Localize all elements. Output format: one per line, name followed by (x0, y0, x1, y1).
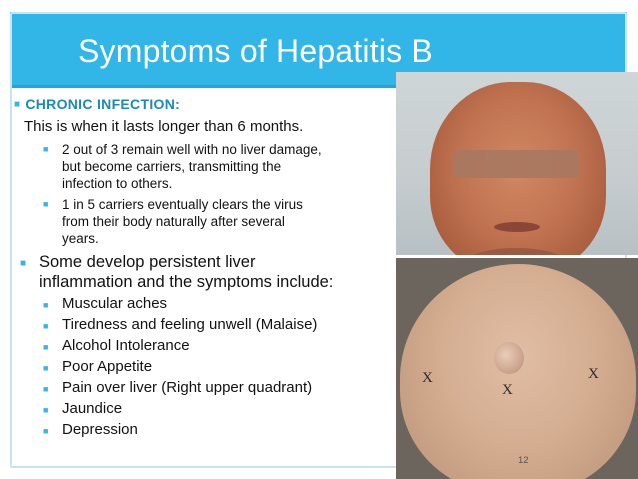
symptom-text: Depression (62, 421, 138, 438)
sub-point (43, 196, 303, 213)
sub-point-line: years. (62, 231, 99, 246)
symptom-item (43, 357, 153, 377)
sub-point-text: 1 in 5 carriers eventually clears the virus (62, 197, 303, 212)
main-point-text: Some develop persistent liver (39, 253, 256, 271)
intro-text: This is when it lasts longer than 6 months. (24, 118, 304, 135)
slide-number: 12 (518, 455, 529, 466)
sub-point-line: but become carriers, transmitting the (62, 159, 282, 174)
main-point (20, 252, 256, 273)
square-bullet-icon: ■ (14, 99, 21, 110)
sub-point-line: from their body naturally after several (62, 214, 285, 229)
symptom-text: Alcohol Intolerance (62, 337, 190, 354)
section-heading-text: CHRONIC INFECTION: (25, 96, 181, 112)
slide-title: Symptoms of Hepatitis B (78, 33, 433, 69)
patient-face-photo (396, 72, 638, 255)
sub-point (43, 141, 322, 158)
mouth-shape (494, 222, 540, 232)
symptom-item (43, 294, 168, 314)
symptom-text: Pain over liver (Right upper quadrant) (62, 379, 313, 396)
symptom-item (43, 336, 190, 356)
symptom-item (43, 420, 138, 440)
square-bullet-icon: ■ (43, 405, 49, 415)
symptom-text: Poor Appetite (62, 358, 153, 375)
photo-mark: X (422, 370, 433, 386)
symptom-text: Muscular aches (62, 295, 168, 312)
belly-shape (400, 264, 636, 479)
square-bullet-icon: ■ (43, 321, 49, 331)
main-point-line: inflammation and the symptoms include: (39, 273, 334, 291)
symptom-text: Jaundice (62, 400, 123, 417)
photo-mark: X (502, 382, 513, 398)
square-bullet-icon: ■ (43, 199, 49, 209)
square-bullet-icon: ■ (43, 384, 49, 394)
symptom-item (43, 315, 318, 335)
sub-point-line: infection to others. (62, 176, 173, 191)
navel-shape (494, 342, 524, 374)
square-bullet-icon: ■ (20, 258, 27, 269)
section-heading (14, 96, 180, 112)
sub-point-text: 2 out of 3 remain well with no liver damage, (62, 142, 322, 157)
square-bullet-icon: ■ (43, 342, 49, 352)
eyes-blur (454, 150, 580, 178)
symptom-text: Tiredness and feeling unwell (Malaise) (62, 316, 318, 333)
square-bullet-icon: ■ (43, 363, 49, 373)
photo-mark: X (588, 366, 599, 382)
square-bullet-icon: ■ (43, 426, 49, 436)
square-bullet-icon: ■ (43, 300, 49, 310)
symptom-item (43, 399, 123, 419)
symptom-item (43, 378, 313, 398)
abdomen-photo (396, 258, 638, 479)
square-bullet-icon: ■ (43, 144, 49, 154)
